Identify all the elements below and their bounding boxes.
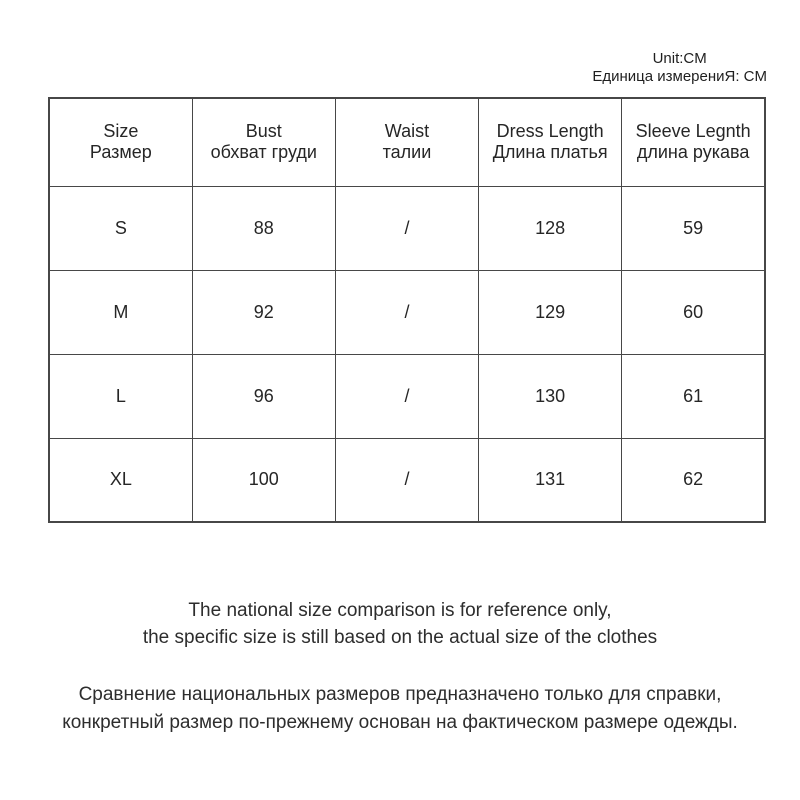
size-table-container xyxy=(48,97,766,523)
disclaimer-english-line2: the specific size is still based on the actual size of the clothes xyxy=(142,627,658,648)
dress-length-cell: 128 xyxy=(479,186,622,270)
size-cell: M xyxy=(49,270,192,354)
sleeve-length-cell: 61 xyxy=(622,354,765,438)
disclaimer-english-line1: The national size comparison is for reference only, xyxy=(188,600,612,621)
header-sleeve-length-en: Sleeve Legnth xyxy=(635,121,751,142)
bust-cell: 92 xyxy=(192,270,335,354)
table-row-xl xyxy=(49,438,765,522)
size-table-header xyxy=(49,98,765,186)
unit-label xyxy=(592,50,767,86)
header-dress-length-en: Dress Length xyxy=(496,121,604,142)
bust-cell: 96 xyxy=(192,354,335,438)
unit-label-en: Unit:CM xyxy=(652,50,707,67)
header-size-en: Size xyxy=(103,121,139,142)
size-table-body xyxy=(49,186,765,522)
size-cell: S xyxy=(49,186,192,270)
waist-cell: / xyxy=(335,354,478,438)
sleeve-length-cell: 62 xyxy=(622,438,765,522)
waist-cell: / xyxy=(335,438,478,522)
dress-length-cell: 131 xyxy=(479,438,622,522)
unit-label-ru: Единица измерениЯ: CM xyxy=(592,68,767,85)
header-waist-ru: талии xyxy=(382,142,432,163)
header-cell-waist xyxy=(335,98,478,186)
disclaimer-russian xyxy=(0,681,800,737)
header-row xyxy=(49,98,765,186)
header-waist-en: Waist xyxy=(384,121,430,142)
header-sleeve-length-ru: длина рукава xyxy=(636,142,750,163)
size-table xyxy=(48,97,766,523)
waist-cell: / xyxy=(335,270,478,354)
bust-cell: 100 xyxy=(192,438,335,522)
header-dress-length-ru: Длина платья xyxy=(492,142,608,163)
size-cell: L xyxy=(49,354,192,438)
header-cell-bust xyxy=(192,98,335,186)
header-cell-sleeve-length xyxy=(622,98,765,186)
header-cell-dress-length xyxy=(479,98,622,186)
sleeve-length-cell: 60 xyxy=(622,270,765,354)
table-row-s xyxy=(49,186,765,270)
dress-length-cell: 129 xyxy=(479,270,622,354)
bust-cell: 88 xyxy=(192,186,335,270)
dress-length-cell: 130 xyxy=(479,354,622,438)
disclaimer-english xyxy=(0,597,800,651)
header-bust-en: Bust xyxy=(245,121,282,142)
table-row-m xyxy=(49,270,765,354)
size-cell: XL xyxy=(49,438,192,522)
sleeve-length-cell: 59 xyxy=(622,186,765,270)
disclaimer-russian-line2: конкретный размер по-прежнему основан на фактическом размере одежды. xyxy=(62,712,738,733)
waist-cell: / xyxy=(335,186,478,270)
table-row-l xyxy=(49,354,765,438)
header-size-ru: Размер xyxy=(89,142,152,163)
header-bust-ru: обхват груди xyxy=(210,142,317,163)
disclaimer-russian-line1: Сравнение национальных размеров предназначено только для справки, xyxy=(78,684,722,705)
header-cell-size xyxy=(49,98,192,186)
